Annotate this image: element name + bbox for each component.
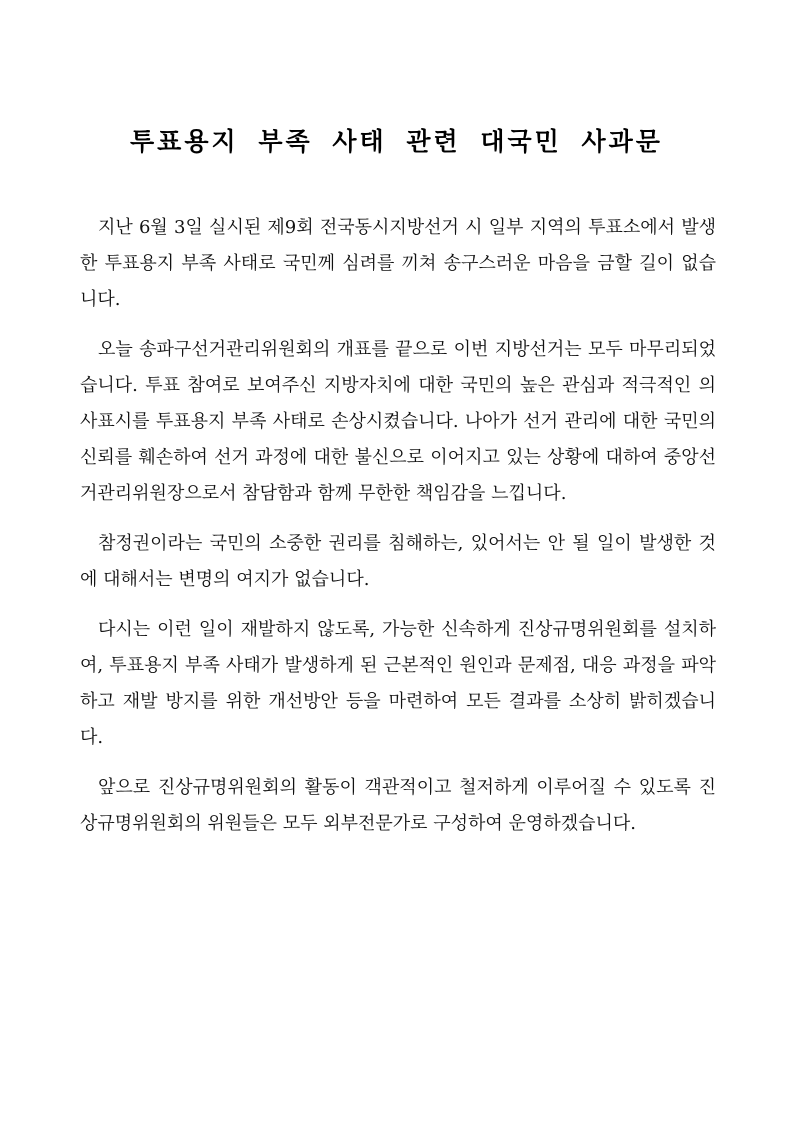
paragraph-1: 지난 6월 3일 실시된 제9회 전국동시지방선거 시 일부 지역의 투표소에서 발생한 투표용지 부족 사태로 국민께 심려를 끼쳐 송구스러운 마음을 금할 길이 없습니다. [80,217,716,310]
paragraph-2: 오늘 송파구선거관리위원회의 개표를 끝으로 이번 지방선거는 모두 마무리되었습니다. 투표 참여로 보여주신 지방자치에 대한 국민의 높은 관심과 적극적인 의사표시를 투표용지 부족 사태로 손상시켰습니다. 나아가 선거 관리에 대한 국민의 신뢰를 훼손하여 선거 과정에 대한 불신으로 이어지고 있는 상황에 대하여 중앙선거관리위원장으로서 참담함과 함께 무한한 책임감을 느낍니다. [80,339,716,504]
paragraph-5: 앞으로 진상규명위원회의 활동이 객관적이고 철저하게 이루어질 수 있도록 진상규명위원회의 위원들은 모두 외부전문가로 구성하여 운영하겠습니다. [80,777,716,834]
paragraph-4: 다시는 이런 일이 재발하지 않도록, 가능한 신속하게 진상규명위원회를 설치하여, 투표용지 부족 사태가 발생하게 된 근본적인 원인과 문제점, 대응 과정을 파악하고 재발 방지를 위한 개선방안 등을 마련하여 모든 결과를 소상히 밝히겠습니다. [80,619,716,748]
document-title: 투표용지 부족 사태 관련 대국민 사과문 [130,127,663,156]
document-body [80,210,716,856]
paragraph-3: 참정권이라는 국민의 소중한 권리를 침해하는, 있어서는 안 될 일이 발생한 것에 대해서는 변명의 여지가 없습니다. [80,533,716,590]
